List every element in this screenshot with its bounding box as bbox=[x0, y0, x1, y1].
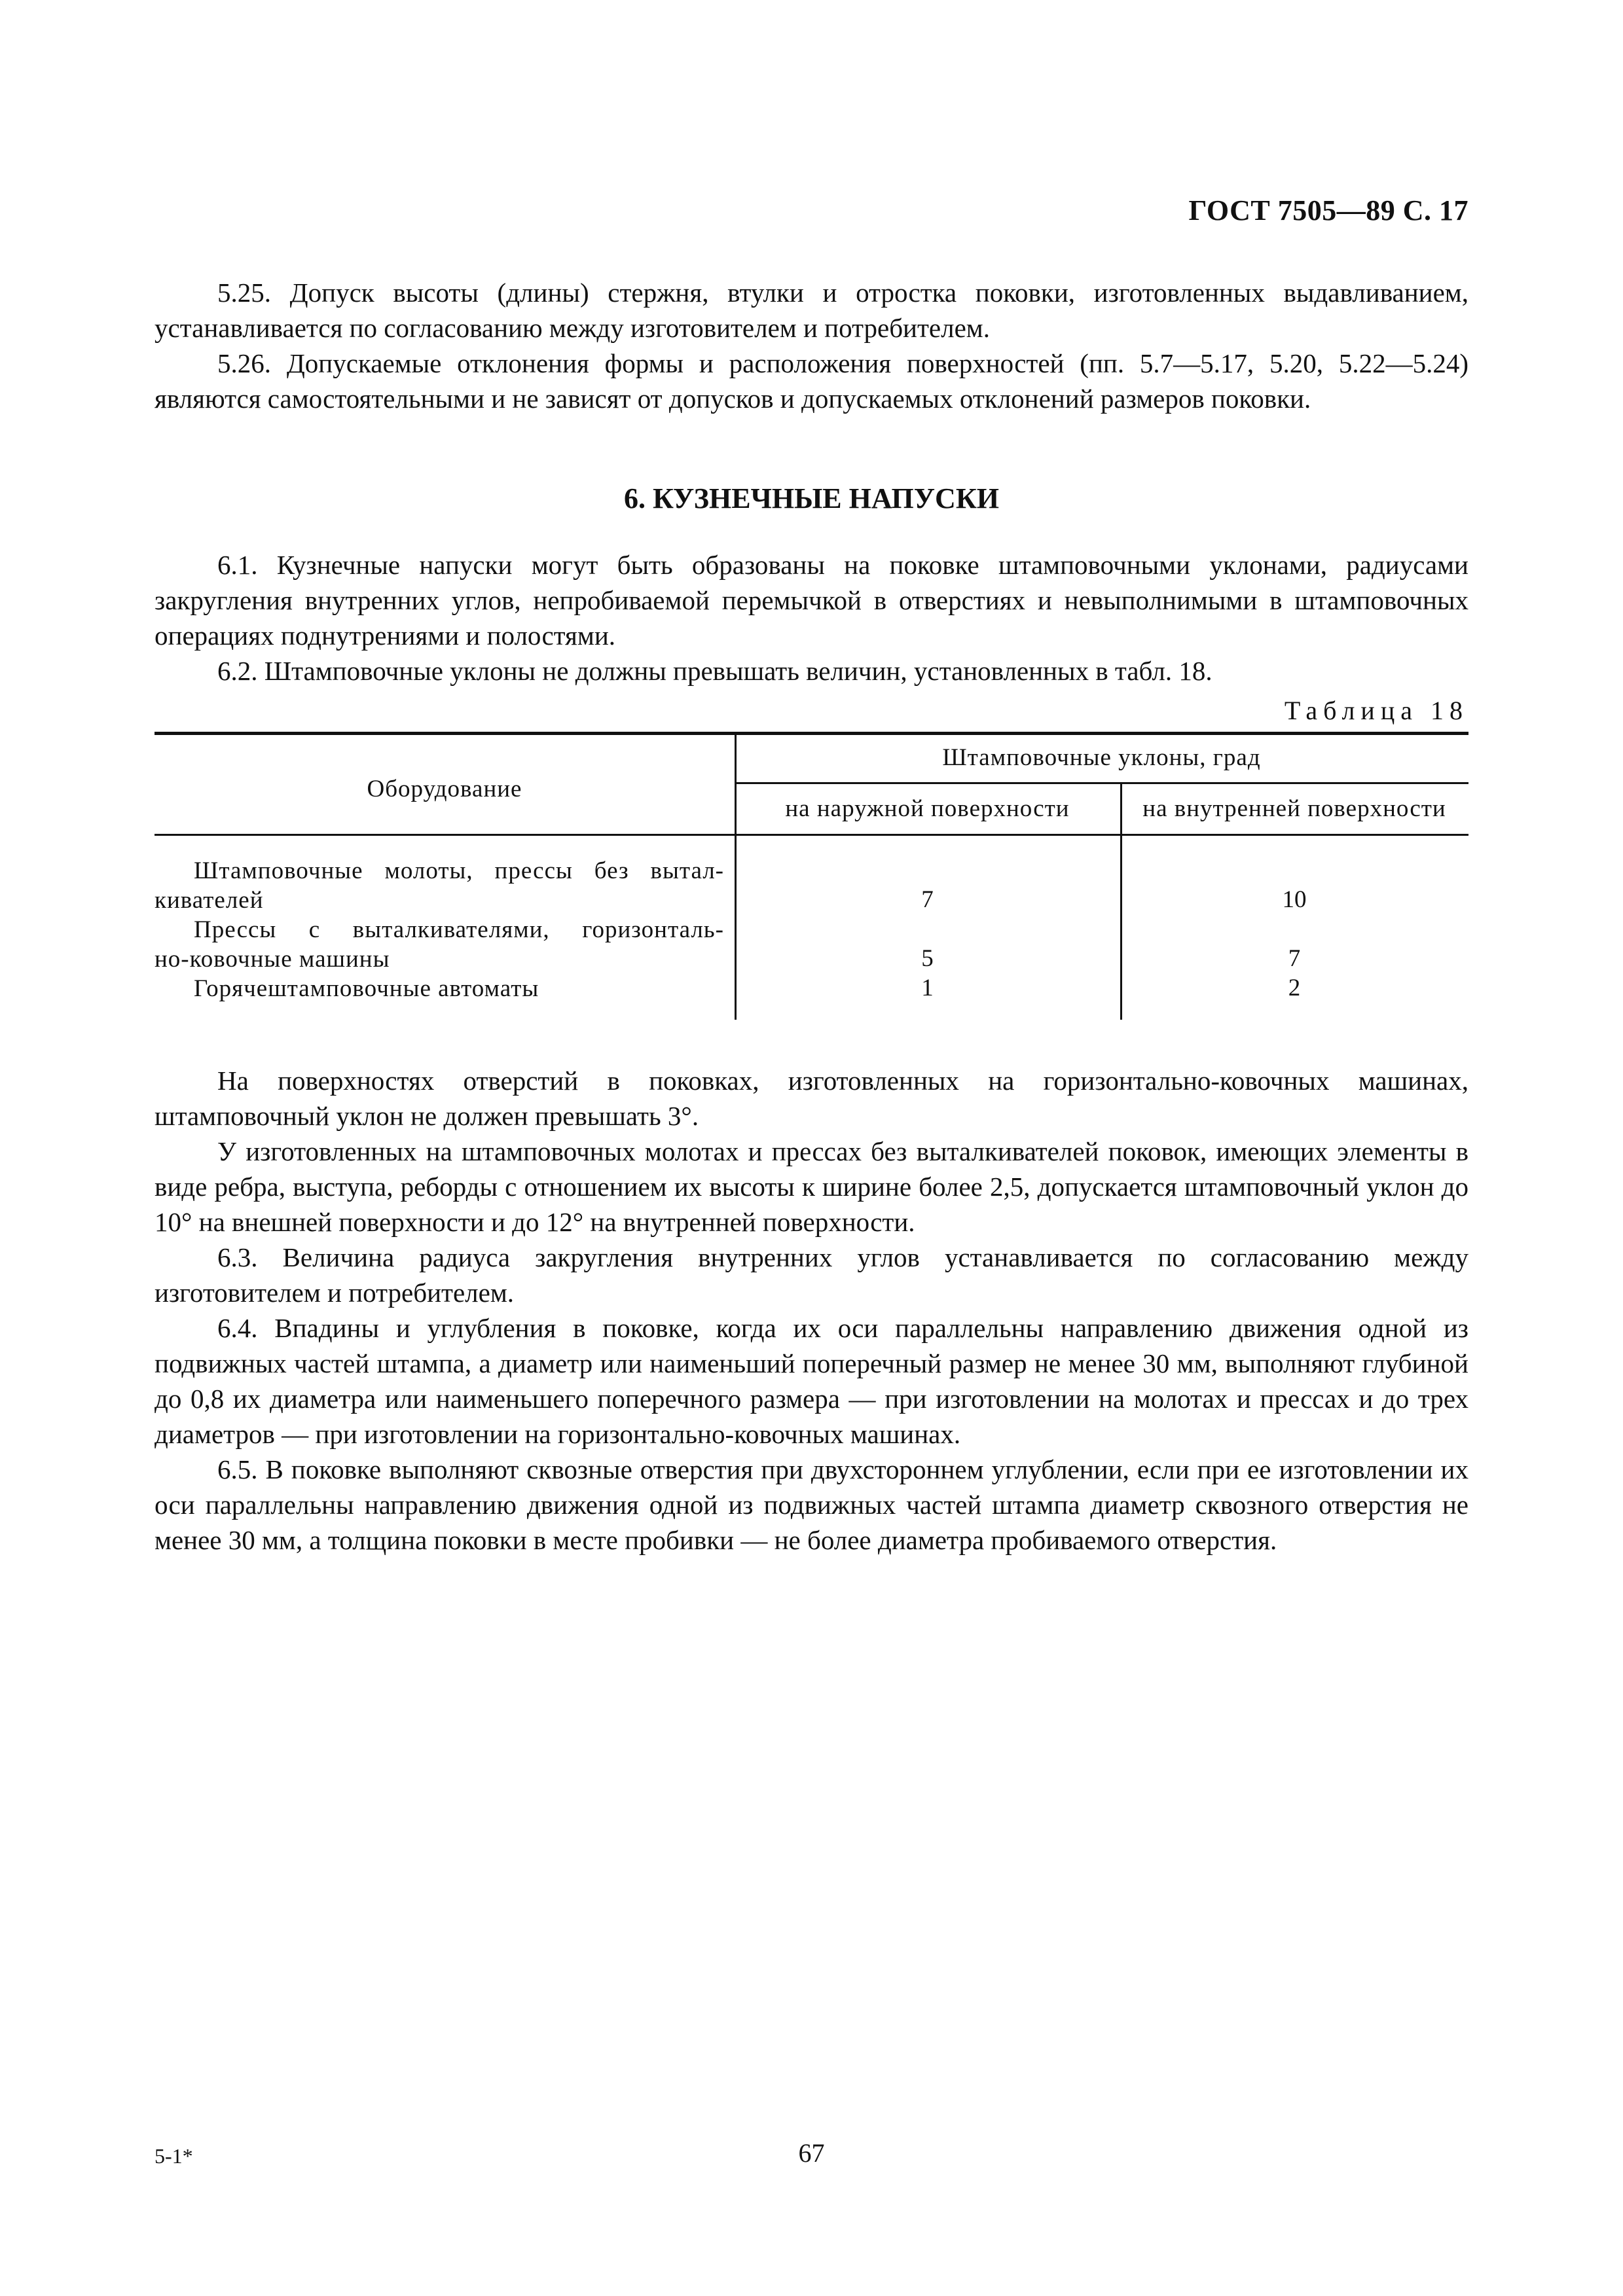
outer-slope-value: 1 bbox=[921, 975, 934, 1001]
header-equipment: Оборудование bbox=[367, 776, 522, 802]
page-header: ГОСТ 7505—89 С. 17 bbox=[1188, 194, 1468, 226]
equipment-name-line: Штамповочные молоты, прессы без вытал- bbox=[194, 857, 724, 884]
paragraph-5-25: 5.25. Допуск высоты (длины) стержня, втулки и отростка поковки, изготовленных выдавливанием, устанавливается по согласованию между изготовителем и потребителем. bbox=[155, 278, 1468, 343]
paragraph-6-1: 6.1. Кузнечные напуски могут быть образованы на поковке штамповочными уклонами, радиусами закругления внутренних углов, непробиваемой перемычкой в отверстиях и невыполнимыми в штамповочных операциях поднутрениями и полостями. bbox=[155, 550, 1468, 651]
paragraph-6-4: 6.4. Впадины и углубления в поковке, когда их оси параллельны направлению движения одной из подвижных частей штампа, а диаметр или наименьший поперечный размер не менее 30 мм, выполняют глубиной до 0,8 их диаметра или наименьшего поперечного размера — при изготовлении на молотах и прессах и до трех диаметров — при изготовлении на горизонтально-ковочных машинах. bbox=[155, 1313, 1468, 1449]
table-caption: Таблица 18 bbox=[1284, 696, 1468, 725]
table-subheader-rule bbox=[735, 782, 1468, 784]
table-header-rule bbox=[155, 834, 1468, 836]
paragraphs-after bbox=[155, 1063, 1468, 1558]
inner-slope-value: 2 bbox=[1288, 975, 1301, 1001]
equipment-name-line: кивателей bbox=[155, 887, 264, 914]
sheet-mark: 5-1* bbox=[155, 2144, 193, 2168]
inner-slope-value: 7 bbox=[1288, 945, 1301, 972]
table-top-rule bbox=[155, 732, 1468, 735]
table-18 bbox=[155, 732, 1468, 1020]
paragraph-holes-slope: На поверхностях отверстий в поковках, изготовленных на горизонтально-ковочных машинах, штамповочный уклон не должен превышать 3°. bbox=[155, 1066, 1468, 1131]
equipment-name bbox=[155, 856, 724, 915]
equipment-name bbox=[155, 974, 724, 1003]
paragraphs-top bbox=[155, 275, 1468, 416]
page-number: 67 bbox=[798, 2138, 825, 2168]
section-title: 6. КУЗНЕЧНЫЕ НАПУСКИ bbox=[624, 482, 999, 514]
header-inner-surface: на внутренней поверхности bbox=[1142, 795, 1446, 822]
header-slopes: Штамповочные уклоны, град bbox=[942, 744, 1261, 771]
inner-slope-value: 10 bbox=[1282, 886, 1307, 913]
outer-slope-value: 5 bbox=[921, 945, 934, 972]
equipment-name-line: Прессы с выталкивателями, горизонталь- bbox=[194, 916, 724, 943]
header-outer-surface: на наружной поверхности bbox=[785, 795, 1070, 822]
outer-slope-value: 7 bbox=[921, 886, 934, 913]
equipment-name bbox=[155, 915, 724, 974]
section-paragraphs bbox=[155, 547, 1468, 689]
paragraph-6-5: 6.5. В поковке выполняют сквозные отверстия при двухстороннем углублении, если при ее изготовлении их оси параллельны направлению движения одной из подвижных частей штампа диаметр сквозного отверстия не менее 30 мм, а толщина поковки в месте пробивки — не более диаметра пробиваемого отверстия. bbox=[155, 1454, 1468, 1555]
paragraph-5-26: 5.26. Допускаемые отклонения формы и расположения поверхностей (пп. 5.7—5.17, 5.20, 5.22—5.24) являются самостоятельными и не зависят от допусков и допускаемых отклонений размеров поковки. bbox=[155, 348, 1468, 414]
paragraph-6-2: 6.2. Штамповочные уклоны не должны превышать величин, установленных в табл. 18. bbox=[217, 656, 1213, 686]
paragraph-6-3: 6.3. Величина радиуса закругления внутренних углов устанавливается по согласованию между изготовителем и потребителем. bbox=[155, 1242, 1468, 1308]
equipment-name-line: Горячештамповочные автоматы bbox=[194, 975, 539, 1002]
equipment-name-line: но-ковочные машины bbox=[155, 946, 390, 973]
paragraph-ribs-slope: У изготовленных на штамповочных молотах и прессах без выталкивателей поковок, имеющих элементы в виде ребра, выступа, реборды с отношением их высоты к ширине более 2,5, допускается штамповочный уклон до 10° на внешней поверхности и до 12° на внутренней поверхности. bbox=[155, 1136, 1468, 1237]
